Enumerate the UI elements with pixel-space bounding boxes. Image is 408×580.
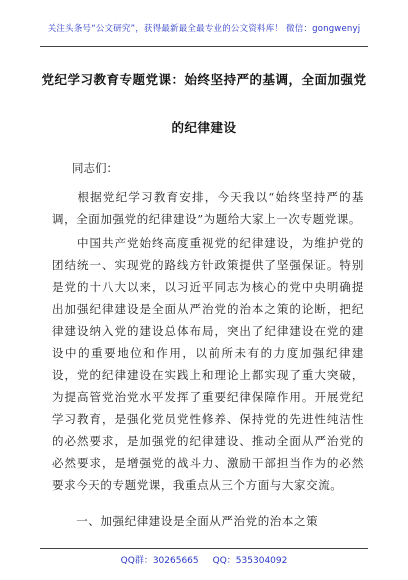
footer-qq: QQ：535304092 <box>212 556 288 566</box>
paragraph-intro: 根据党纪学习教育安排，今天我以“始终坚持严的基调，全面加强党的纪律建设”为题给大家上一次专题党课。 <box>52 190 364 226</box>
footer-qq-group: QQ群：30265665 <box>120 556 199 566</box>
footer <box>0 553 408 566</box>
document-title-line1: 党纪学习教育专题党课：始终坚持严的基调，全面加强党 <box>41 72 367 87</box>
section-heading-1: 一、加强纪律建设是全面从严治党的治本之策 <box>52 514 319 528</box>
document-title-line2: 的纪律建设 <box>171 120 237 135</box>
greeting: 同志们： <box>72 161 118 175</box>
header-divider <box>40 46 368 47</box>
paragraph-background: 中国共产党始终高度重视党的纪律建设，为维护党的团结统一、实现党的路线方针政策提供了坚强保证。特别是党的十八大以来，以习近平同志为核心的党中央明确提出加强纪律建设是全面从严治党的治本之策的论断，把纪律建设纳入党的建设总体布局，突出了纪律建设在党的建设中的重要地位和作用，以前所未有的力度加强纪律建设，党的纪律建设在实践上和理论上都实现了重大突破，为提高管党治党水平发挥了重要纪律保障作用。开展党纪学习教育，是强化党员党性修养、保持党的先进性纯洁性的必然要求，是加强党的纪律建设、推动全面从严治党的必然要求，是增强党的战斗力、激励干部担当作为的必然要求今天的专题党课，我重点从三个方面与大家交流。 <box>52 236 364 492</box>
header-banner: 关注头条号“公文研究”，获得最新最全最专业的公文资料库！ 微信：gongwenyj <box>47 24 361 34</box>
footer-divider <box>40 548 368 549</box>
